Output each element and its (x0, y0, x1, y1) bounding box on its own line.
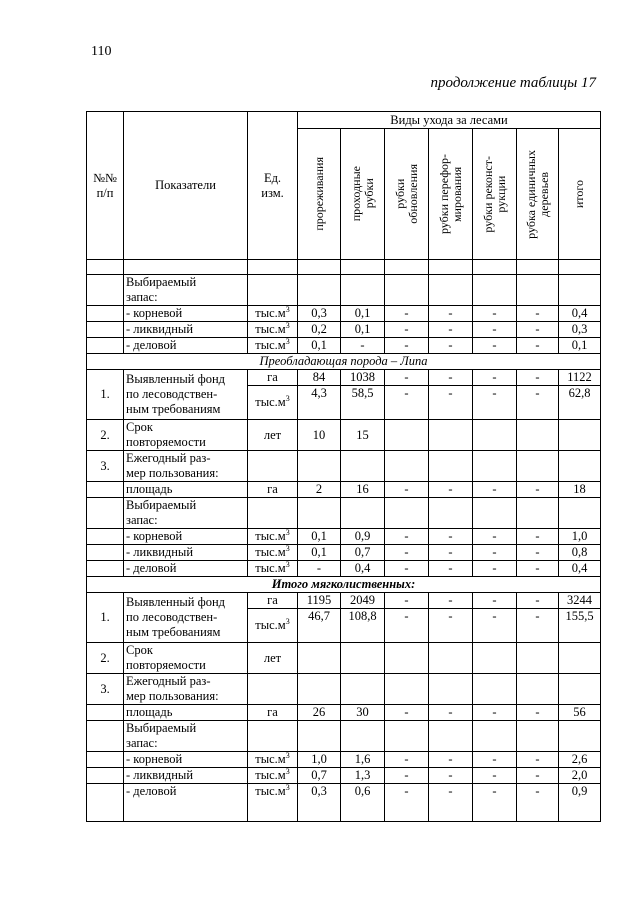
row-label-cell: - ликвидный (124, 322, 248, 338)
unit-text: лет (263, 427, 282, 442)
value-cell (298, 674, 341, 705)
value-cell: 1,0 (298, 752, 341, 768)
value-cell (473, 498, 517, 529)
row-label-cell: Выбираемый запас: (124, 498, 248, 529)
unit-exponent: 3 (285, 544, 290, 553)
unit-cell (248, 451, 298, 482)
value-cell: 4,3 (298, 386, 341, 420)
header-col-single-tree-cuts: рубка единичных деревьев (517, 129, 559, 260)
value-cell (559, 451, 601, 482)
row-number-cell (87, 275, 124, 306)
value-cell: - (385, 545, 429, 561)
value-cell (473, 643, 517, 674)
row-label-cell: - ликвидный (124, 545, 248, 561)
unit-text: га (267, 593, 278, 607)
value-cell: - (429, 386, 473, 420)
value-cell: - (429, 322, 473, 338)
value-cell (517, 275, 559, 306)
unit-text: лет (263, 650, 282, 665)
row-number-cell (87, 705, 124, 721)
unit-exponent: 3 (285, 751, 290, 760)
value-cell (298, 498, 341, 529)
value-cell: 2,0 (559, 768, 601, 784)
spacer-row (87, 260, 601, 275)
empty-cell (87, 260, 124, 275)
value-cell: - (429, 705, 473, 721)
unit-text: тыс.м (255, 752, 286, 766)
value-cell: - (473, 593, 517, 609)
unit-text: га (267, 370, 278, 384)
row-number-cell (87, 482, 124, 498)
value-cell: 56 (559, 705, 601, 721)
unit-text: тыс.м (255, 306, 286, 320)
value-cell: - (473, 386, 517, 420)
value-cell: - (517, 545, 559, 561)
unit-cell (248, 768, 298, 784)
unit-cell (248, 705, 298, 721)
value-cell: - (473, 482, 517, 498)
row-label-cell: Выбираемый запас: (124, 275, 248, 306)
header-col-thinning: прореживания (298, 129, 341, 260)
value-cell (429, 643, 473, 674)
value-cell (385, 674, 429, 705)
value-cell (341, 275, 385, 306)
value-cell: - (385, 609, 429, 643)
value-cell: - (473, 784, 517, 822)
value-cell: - (385, 370, 429, 386)
row-number-cell (87, 721, 124, 752)
value-cell (341, 674, 385, 705)
value-cell: - (385, 784, 429, 822)
annual-row (87, 451, 601, 482)
value-cell (559, 498, 601, 529)
unit-cell (248, 386, 298, 420)
value-cell: - (473, 561, 517, 577)
value-cell: 0,7 (298, 768, 341, 784)
value-cell: 46,7 (298, 609, 341, 643)
value-cell: 1122 (559, 370, 601, 386)
row-number-cell (87, 322, 124, 338)
value-cell: - (429, 593, 473, 609)
fund-row (87, 370, 601, 386)
unit-exponent: 3 (285, 560, 290, 569)
value-cell: - (473, 370, 517, 386)
value-cell: 18 (559, 482, 601, 498)
unit-exponent: 3 (285, 305, 290, 314)
value-cell: 1,0 (559, 529, 601, 545)
value-cell (517, 451, 559, 482)
empty-cell (248, 260, 298, 275)
unit-text: тыс.м (255, 545, 286, 559)
unit-cell (248, 498, 298, 529)
section-title-row (87, 354, 601, 370)
value-cell: 0,1 (298, 338, 341, 354)
value-cell: - (473, 322, 517, 338)
table-row (87, 306, 601, 322)
value-cell: - (473, 529, 517, 545)
row-label-cell: Ежегодный раз- мер пользования: (124, 451, 248, 482)
value-cell: - (429, 338, 473, 354)
unit-cell (248, 275, 298, 306)
value-cell: 1,3 (341, 768, 385, 784)
row-label-cell: Выявленный фонд по лесоводствен- ным требованиям (124, 370, 248, 420)
stock-row (87, 768, 601, 784)
unit-cell (248, 545, 298, 561)
value-cell: - (385, 338, 429, 354)
stock-label-row (87, 498, 601, 529)
value-cell: - (517, 784, 559, 822)
unit-text: га (267, 705, 278, 719)
value-cell (429, 420, 473, 451)
value-cell: - (517, 705, 559, 721)
header-col-reformation-cuts: рубки перефор- мирования (429, 129, 473, 260)
table-body (87, 260, 601, 822)
value-cell: - (298, 561, 341, 577)
value-cell: 15 (341, 420, 385, 451)
value-cell: 0,3 (298, 784, 341, 822)
unit-cell (248, 482, 298, 498)
value-cell (517, 498, 559, 529)
row-number-cell (87, 752, 124, 768)
value-cell: - (385, 306, 429, 322)
stock-row (87, 545, 601, 561)
value-cell (429, 674, 473, 705)
value-cell: 2,6 (559, 752, 601, 768)
table-row (87, 322, 601, 338)
value-cell: 0,4 (559, 306, 601, 322)
unit-exponent: 3 (285, 321, 290, 330)
unit-cell (248, 338, 298, 354)
row-number-cell (87, 561, 124, 577)
value-cell: 1,6 (341, 752, 385, 768)
row-label-cell: Выявленный фонд по лесоводствен- ным требованиям (124, 593, 248, 643)
stock-row (87, 561, 601, 577)
value-cell: 0,1 (298, 529, 341, 545)
value-cell: - (517, 593, 559, 609)
row-label-cell: - деловой (124, 784, 248, 822)
value-cell: - (385, 386, 429, 420)
value-cell: - (517, 482, 559, 498)
row-label-cell: - корневой (124, 306, 248, 322)
value-cell: 30 (341, 705, 385, 721)
unit-cell (248, 370, 298, 386)
section-title: Преобладающая порода – Липа (87, 354, 601, 370)
value-cell: 0,1 (341, 322, 385, 338)
value-cell (341, 498, 385, 529)
value-cell (473, 721, 517, 752)
empty-cell (124, 260, 248, 275)
row-number-cell: 1. (87, 370, 124, 420)
value-cell: 0,4 (341, 561, 385, 577)
value-cell: 84 (298, 370, 341, 386)
header-col-total: итого (559, 129, 601, 260)
unit-cell (248, 306, 298, 322)
value-cell: 26 (298, 705, 341, 721)
header-care-types: Виды ухода за лесами (298, 112, 601, 129)
row-number-cell (87, 768, 124, 784)
value-cell: 10 (298, 420, 341, 451)
unit-text: тыс.м (255, 322, 286, 336)
unit-cell (248, 643, 298, 674)
unit-cell (248, 609, 298, 643)
unit-exponent: 3 (285, 767, 290, 776)
value-cell: - (517, 370, 559, 386)
value-cell: - (517, 768, 559, 784)
unit-text: тыс.м (255, 784, 286, 798)
term-row (87, 643, 601, 674)
value-cell: - (429, 306, 473, 322)
value-cell: 0,3 (559, 322, 601, 338)
table-row (87, 338, 601, 354)
value-cell: - (429, 768, 473, 784)
row-label-cell: Ежегодный раз- мер пользования: (124, 674, 248, 705)
unit-text: тыс.м (255, 561, 286, 575)
row-number-cell (87, 784, 124, 822)
header-indicators: Показатели (124, 112, 248, 260)
page-number: 110 (91, 44, 112, 59)
area-row (87, 482, 601, 498)
value-cell: 62,8 (559, 386, 601, 420)
value-cell (473, 275, 517, 306)
table-continuation-caption: продолжение таблицы 17 (430, 75, 596, 91)
value-cell: 0,7 (341, 545, 385, 561)
value-cell: 155,5 (559, 609, 601, 643)
row-label-cell: - деловой (124, 338, 248, 354)
unit-cell (248, 784, 298, 822)
unit-text: га (267, 482, 278, 496)
annual-row (87, 674, 601, 705)
empty-cell (341, 260, 385, 275)
value-cell: - (517, 561, 559, 577)
unit-text: тыс.м (255, 768, 286, 782)
value-cell: 0,1 (341, 306, 385, 322)
header-col-renewal-cuts: рубки обновления (385, 129, 429, 260)
value-cell: - (473, 545, 517, 561)
row-number-cell: 2. (87, 643, 124, 674)
value-cell: - (385, 593, 429, 609)
value-cell: - (517, 306, 559, 322)
value-cell: - (429, 529, 473, 545)
value-cell: - (385, 482, 429, 498)
row-number-cell (87, 529, 124, 545)
stock-row (87, 784, 601, 822)
value-cell: 58,5 (341, 386, 385, 420)
unit-cell (248, 721, 298, 752)
value-cell: - (517, 609, 559, 643)
value-cell: - (517, 338, 559, 354)
value-cell (559, 674, 601, 705)
row-number-cell: 3. (87, 451, 124, 482)
row-number-cell: 3. (87, 674, 124, 705)
value-cell: - (473, 609, 517, 643)
value-cell (385, 451, 429, 482)
area-row (87, 705, 601, 721)
unit-cell (248, 593, 298, 609)
stock-label-row (87, 721, 601, 752)
row-label-cell: площадь (124, 482, 248, 498)
row-number-cell: 2. (87, 420, 124, 451)
value-cell: - (473, 306, 517, 322)
value-cell (429, 275, 473, 306)
value-cell (298, 721, 341, 752)
empty-cell (385, 260, 429, 275)
unit-text: тыс.м (255, 338, 286, 352)
value-cell: 2 (298, 482, 341, 498)
value-cell: 0,8 (559, 545, 601, 561)
row-number-cell (87, 306, 124, 322)
value-cell: 1038 (341, 370, 385, 386)
value-cell: 0,1 (298, 545, 341, 561)
value-cell: - (385, 705, 429, 721)
value-cell (385, 420, 429, 451)
value-cell: - (385, 768, 429, 784)
row-label-cell: Срок повторяемости (124, 420, 248, 451)
row-number-cell: 1. (87, 593, 124, 643)
value-cell: 16 (341, 482, 385, 498)
value-cell: - (429, 561, 473, 577)
unit-cell (248, 420, 298, 451)
value-cell: - (517, 529, 559, 545)
value-cell: - (473, 768, 517, 784)
value-cell: - (429, 609, 473, 643)
value-cell: 1195 (298, 593, 341, 609)
value-cell: 0,6 (341, 784, 385, 822)
header-unit: Ед. изм. (248, 112, 298, 260)
header-col-reconstruction-cuts: рубки реконст- рукции (473, 129, 517, 260)
row-label-cell: Выбираемый запас: (124, 721, 248, 752)
value-cell (559, 643, 601, 674)
value-cell (517, 674, 559, 705)
header-row-1 (87, 112, 601, 129)
value-cell (385, 275, 429, 306)
empty-cell (429, 260, 473, 275)
value-cell: - (385, 752, 429, 768)
value-cell (385, 643, 429, 674)
row-label-cell: Срок повторяемости (124, 643, 248, 674)
value-cell: - (341, 338, 385, 354)
value-cell: - (385, 561, 429, 577)
value-cell: 108,8 (341, 609, 385, 643)
value-cell (385, 498, 429, 529)
row-label-cell: - деловой (124, 561, 248, 577)
unit-exponent: 3 (285, 394, 290, 403)
value-cell (429, 451, 473, 482)
value-cell: 0,4 (559, 561, 601, 577)
unit-cell (248, 674, 298, 705)
empty-cell (517, 260, 559, 275)
value-cell: - (385, 529, 429, 545)
empty-cell (559, 260, 601, 275)
value-cell: - (429, 482, 473, 498)
unit-exponent: 3 (285, 617, 290, 626)
forest-care-table (86, 111, 601, 822)
unit-exponent: 3 (285, 337, 290, 346)
fund-row (87, 593, 601, 609)
header-num: №№ п/п (87, 112, 124, 260)
value-cell (298, 643, 341, 674)
unit-cell (248, 322, 298, 338)
unit-cell (248, 561, 298, 577)
value-cell: 0,2 (298, 322, 341, 338)
unit-text: тыс.м (255, 395, 286, 409)
value-cell: - (429, 545, 473, 561)
value-cell: - (473, 705, 517, 721)
empty-cell (473, 260, 517, 275)
section-title: Итого мягколиственных: (87, 577, 601, 593)
value-cell (341, 643, 385, 674)
value-cell (559, 721, 601, 752)
value-cell (429, 498, 473, 529)
unit-cell (248, 752, 298, 768)
value-cell (429, 721, 473, 752)
section-title-row (87, 577, 601, 593)
row-label-cell: - ликвидный (124, 768, 248, 784)
stock-label-row (87, 275, 601, 306)
term-row (87, 420, 601, 451)
value-cell (298, 275, 341, 306)
unit-exponent: 3 (285, 783, 290, 792)
value-cell (298, 451, 341, 482)
row-number-cell (87, 498, 124, 529)
unit-text: тыс.м (255, 529, 286, 543)
value-cell: 0,9 (341, 529, 385, 545)
value-cell: - (429, 752, 473, 768)
value-cell (341, 721, 385, 752)
value-cell: - (429, 370, 473, 386)
value-cell (473, 420, 517, 451)
value-cell: - (517, 386, 559, 420)
value-cell: 0,1 (559, 338, 601, 354)
value-cell: - (385, 322, 429, 338)
value-cell: 0,9 (559, 784, 601, 822)
value-cell (473, 674, 517, 705)
value-cell (559, 420, 601, 451)
row-label-cell: - корневой (124, 529, 248, 545)
value-cell: - (473, 338, 517, 354)
row-number-cell (87, 338, 124, 354)
value-cell: - (473, 752, 517, 768)
value-cell: - (429, 784, 473, 822)
stock-row (87, 529, 601, 545)
unit-exponent: 3 (285, 528, 290, 537)
value-cell (517, 721, 559, 752)
value-cell (559, 275, 601, 306)
value-cell: 0,3 (298, 306, 341, 322)
value-cell: 3244 (559, 593, 601, 609)
stock-row (87, 752, 601, 768)
value-cell (473, 451, 517, 482)
row-label-cell: площадь (124, 705, 248, 721)
empty-cell (298, 260, 341, 275)
value-cell (517, 420, 559, 451)
unit-text: тыс.м (255, 618, 286, 632)
value-cell (517, 643, 559, 674)
value-cell: - (517, 322, 559, 338)
value-cell: - (517, 752, 559, 768)
header-col-passing-cuts: проходные рубки (341, 129, 385, 260)
value-cell (385, 721, 429, 752)
row-number-cell (87, 545, 124, 561)
row-label-cell: - корневой (124, 752, 248, 768)
value-cell (341, 451, 385, 482)
unit-cell (248, 529, 298, 545)
value-cell: 2049 (341, 593, 385, 609)
